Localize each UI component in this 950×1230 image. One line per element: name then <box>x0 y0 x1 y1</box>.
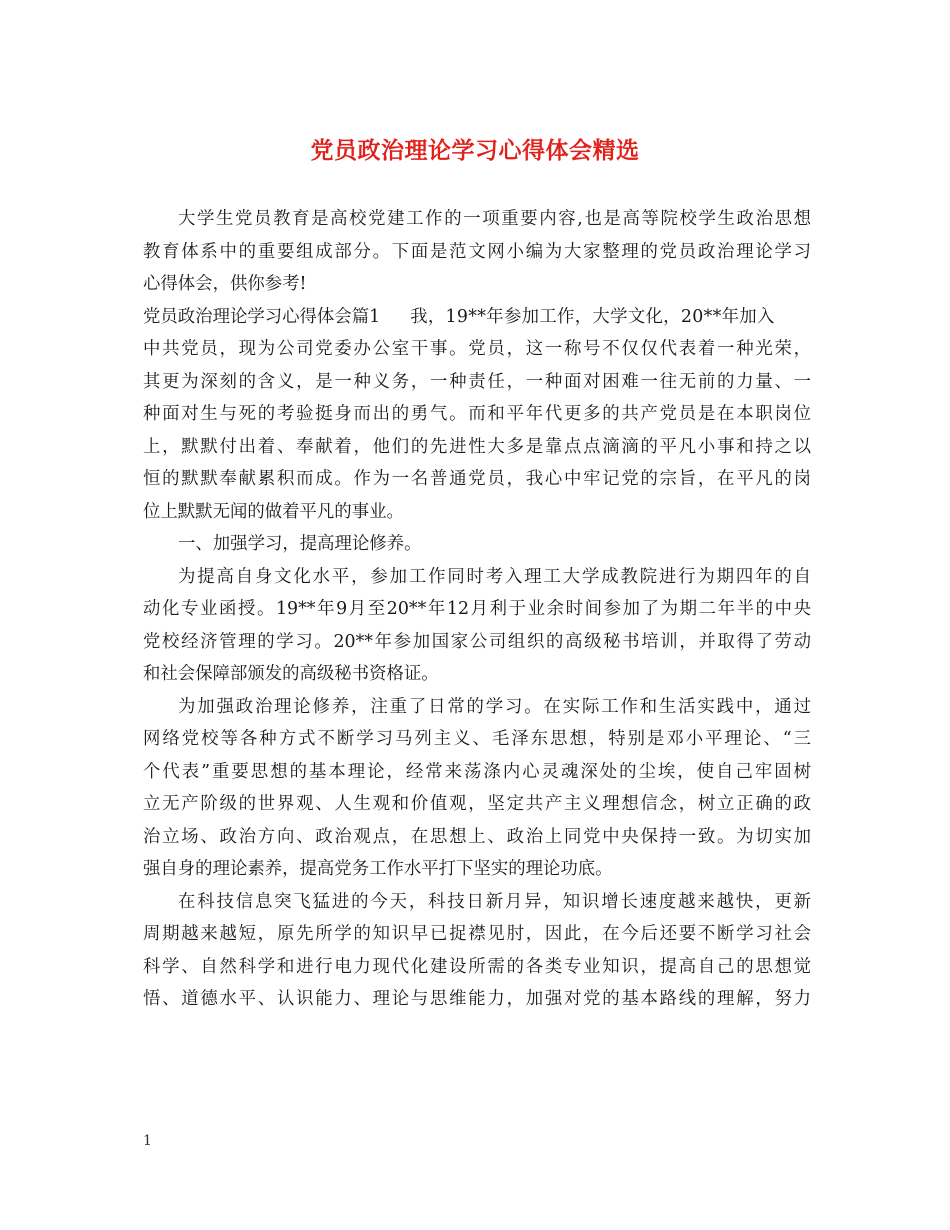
text-line: 教育体系中的重要组成部分。下面是范文网小编为大家整理的党员政治理论学习 <box>143 241 811 262</box>
subheading: 一、加强学习，提高理论修养。 <box>178 534 422 554</box>
text-line: 网络党校等各种方式不断学习马列主义、毛泽东思想，特别是邓小平理论、“三 <box>143 729 811 749</box>
text-line: 动化专业函授。19**年9月至20**年12月利于业余时间参加了为期二年半的中央 <box>143 599 811 619</box>
text-line: 其更为深刻的含义，是一种义务，一种责任，一种面对困难一往无前的力量、一 <box>143 371 811 392</box>
text-line: 中共党员，现为公司党委办公室干事。党员，这一称号不仅仅代表着一种光荣， <box>143 339 811 359</box>
text-line: 心得体会，供你参考! <box>143 274 307 294</box>
text-line: 个代表”重要思想的基本理论，经常来荡涤内心灵魂深处的尘埃，使自己牢固树 <box>143 761 811 782</box>
text-line: 在科技信息突飞猛进的今天，科技日新月异，知识增长速度越来越快，更新 <box>178 891 811 912</box>
text-line: 周期越来越短，原先所学的知识早已捉襟见肘，因此，在今后还要不断学习社会 <box>143 924 811 944</box>
section-line <box>143 301 811 334</box>
text-line: 科学、自然科学和进行电力现代化建设所需的各类专业知识，提高自己的思想觉 <box>143 956 811 977</box>
text-line: 为加强政治理论修养，注重了日常的学习。在实际工作和生活实践中，通过 <box>178 696 811 717</box>
text-line: 治立场、政治方向、政治观点，在思想上、政治上同党中央保持一致。为切实加 <box>143 826 811 847</box>
text-line: 种面对生与死的考验挺身而出的勇气。而和平年代更多的共产党员是在本职岗位 <box>143 404 811 424</box>
text-line: 党校经济管理的学习。20**年参加国家公司组织的高级秘书培训，并取得了劳动 <box>143 631 811 652</box>
text-line: 恒的默默奉献累积而成。作为一名普通党员，我心中牢记党的宗旨，在平凡的岗 <box>143 469 811 489</box>
document-title: 党员政治理论学习心得体会精选 <box>310 137 640 164</box>
document-body <box>143 203 811 1016</box>
page-number: 1 <box>143 1133 152 1149</box>
section-heading: 党员政治理论学习心得体会篇1 <box>143 306 381 327</box>
text-line: 和社会保障部颁发的高级秘书资格证。 <box>143 664 439 684</box>
text-line: 位上默默无闻的做着平凡的事业。 <box>143 501 404 522</box>
text-line: 上，默默付出着、奉献着，他们的先进性大多是靠点点滴滴的平凡小事和持之以 <box>143 436 811 457</box>
text-line: 强自身的理论素养，提高党务工作水平打下坚实的理论功底。 <box>143 859 613 879</box>
text-line: 大学生党员教育是高校党建工作的一项重要内容,也是高等院校学生政治思想 <box>178 209 811 229</box>
text-line: 悟、道德水平、认识能力、理论与思维能力，加强对党的基本路线的理解，努力 <box>143 989 811 1009</box>
text-line: 立无产阶级的世界观、人生观和价值观，坚定共产主义理想信念，树立正确的政 <box>143 794 811 814</box>
text-run: 我，19**年参加工作，大学文化，20**年加入 <box>410 306 775 327</box>
text-line: 为提高自身文化水平，参加工作同时考入理工大学成教院进行为期四年的自 <box>178 566 811 587</box>
